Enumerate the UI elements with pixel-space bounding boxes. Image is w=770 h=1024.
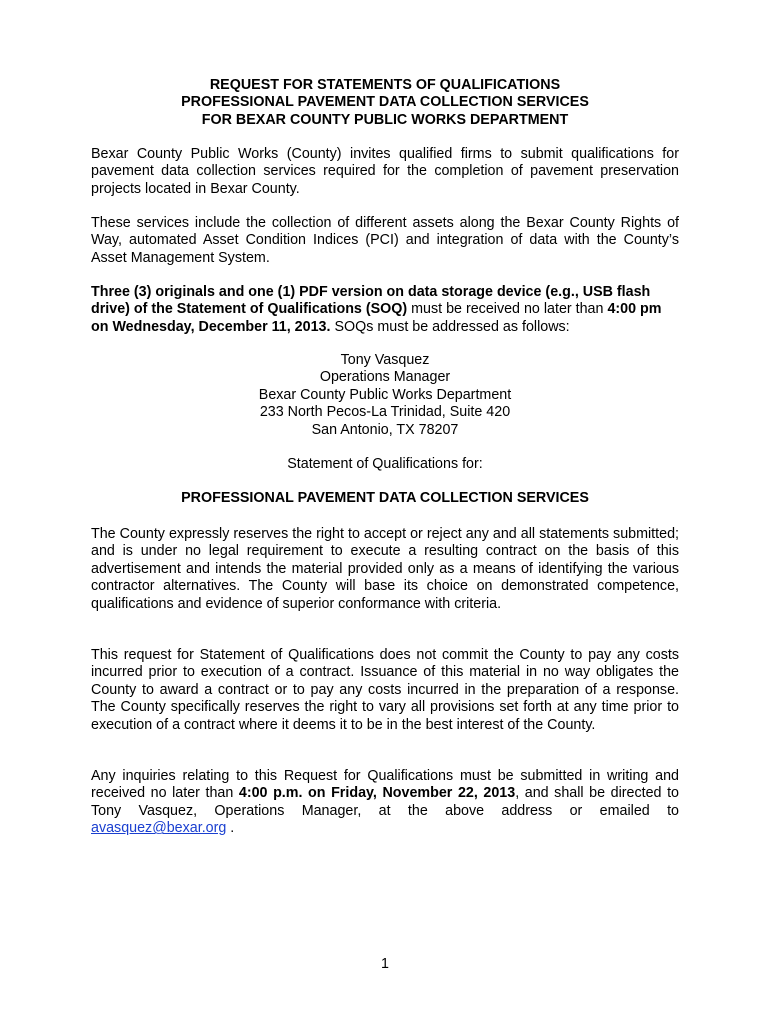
mailing-address — [91, 352, 679, 439]
address-city: San Antonio, TX 78207 — [311, 421, 459, 438]
inquiries-paragraph — [91, 768, 679, 838]
submission-bold-lead: Three (3) originals and one (1) PDF version on data storage device (e.g., USB flash drive) of the Statement of Qualifications (SOQ) — [91, 284, 651, 318]
email-link[interactable]: avasquez@bexar.org — [91, 820, 227, 837]
submission-deadline: 4:00 pm on Wednesday, December 11, 2013. — [91, 301, 662, 335]
title-line-3: FOR BEXAR COUNTY PUBLIC WORKS DEPARTMENT — [201, 111, 569, 128]
page-number: 1 — [381, 956, 389, 972]
submission-tail-text: SOQs must be addressed as follows: — [330, 318, 570, 335]
title-line-2: PROFESSIONAL PAVEMENT DATA COLLECTION SERVICES — [181, 94, 589, 111]
submission-mid-text: must be received no later than — [407, 301, 608, 318]
document-title — [91, 77, 679, 129]
inquiries-end: . — [226, 820, 235, 837]
address-name: Tony Vasquez — [340, 352, 430, 368]
intro-paragraph-2: These services include the collection of different assets along the Bexar County Rights of Way, automated Asset Condition Indices (PCI) and integration of data with the County’s Asset Management System. — [91, 215, 679, 266]
inquiries-deadline: 4:00 p.m. on Friday, November 22, 2013 — [238, 785, 516, 802]
inquiries-tail: , and shall be directed to Tony Vasquez, Operations Manager, at the above address or emailed to — [91, 785, 679, 819]
inquiries-lead: Any inquiries relating to this Request for Qualifications must be submitted in writing and received no later than — [91, 768, 679, 802]
soq-for-label: Statement of Qualifications for: — [287, 456, 483, 472]
address-position: Operations Manager — [319, 369, 451, 386]
body-paragraph-no-commitment: This request for Statement of Qualifications does not commit the County to pay any costs incurred prior to execution of a contract. Issuance of this material in no way obligates the County to award a contract or to pay any costs incurred in the preparation of a response. The County specifically reserves the right to vary all provisions set forth at any time prior to execution of a contract where it deems it to be in the best interest of the County. — [91, 647, 679, 733]
intro-paragraph-1: Bexar County Public Works (County) invites qualified firms to submit qualifications for pavement data collection services required for the completion of pavement preservation projects located in Bexar County. — [91, 146, 679, 197]
body-paragraph-reservation: The County expressly reserves the right to accept or reject any and all statements submitted; and is under no legal requirement to execute a resulting contract on the basis of this advertisement and intends the material provided only as a means of identifying the various contractor alternatives. The County will base its choice on demonstrated competence, qualifications and evidence of superior conformance with criteria. — [91, 526, 679, 612]
service-title: PROFESSIONAL PAVEMENT DATA COLLECTION SERVICES — [181, 490, 589, 506]
submission-paragraph — [91, 284, 679, 336]
address-street: 233 North Pecos-La Trinidad, Suite 420 — [259, 404, 511, 421]
title-line-1: REQUEST FOR STATEMENTS OF QUALIFICATIONS — [209, 77, 561, 93]
address-department: Bexar County Public Works Department — [258, 386, 512, 403]
